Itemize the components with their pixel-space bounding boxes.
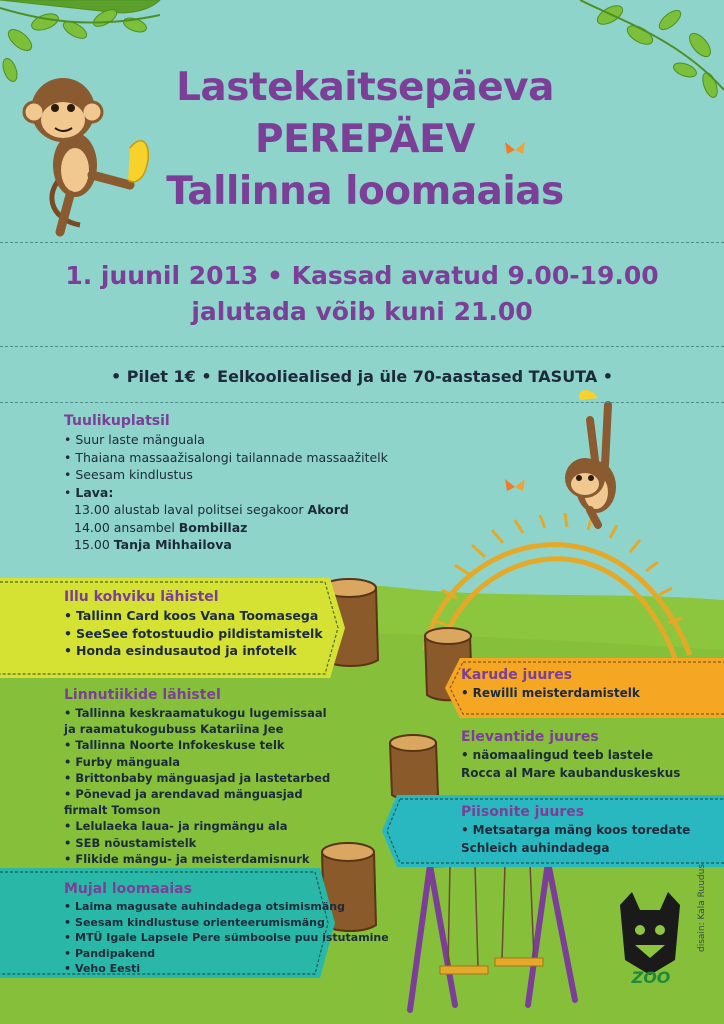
list-item: • Seesam kindlustus: [64, 467, 193, 482]
divider: [0, 346, 724, 347]
section-piisonite: [461, 803, 690, 857]
section-list: [64, 431, 388, 554]
list-item: • Metsatarga mäng koos toredate: [461, 823, 691, 837]
title-line-1: Lastekaitsepäeva: [176, 65, 554, 110]
monkey-handstand-icon: [565, 390, 616, 525]
list-item: • Brittonbaby mänguasjad ja lastetarbed: [64, 770, 331, 785]
section-list: [461, 685, 640, 703]
list-item: • Furby mänguala: [64, 754, 181, 769]
divider: [0, 242, 724, 243]
list-item: • Lava:: [64, 484, 114, 500]
design-credit: disain: Kala Ruudus: [697, 863, 707, 952]
list-item: • Thaiana massaažisalongi tailannade massaažitelk: [64, 449, 388, 465]
section-title: Mujal loomaaias: [64, 881, 192, 897]
list-item: • Tallinn Card koos Vana Toomasega: [64, 608, 319, 623]
list-item: 14.00 ansambel Bombillaz: [74, 519, 248, 535]
section-title: Tuulikuplatsil: [64, 413, 170, 429]
list-item: • SEB nõustamistelk: [64, 835, 197, 850]
list-item: • näomaalingud teeb lastele: [461, 748, 654, 762]
list-item: Rocca al Mare kaubanduskeskus: [461, 765, 681, 780]
section-title: Karude juures: [461, 667, 573, 683]
list-item: • Tallinna keskraamatukogu lugemissaal: [64, 706, 327, 720]
section-list: [64, 607, 323, 660]
section-linnutiikide: [64, 686, 330, 867]
list-item: • SeeSee fotostuudio pildistamistelk: [64, 625, 323, 641]
section-title: Illu kohviku lähistel: [64, 589, 219, 605]
list-item: Schleich auhindadega: [461, 840, 610, 855]
section-title: Linnutiikide lähistel: [64, 687, 221, 703]
list-item: firmalt Tomson: [64, 803, 161, 818]
list-item: 15.00 Tanja Mihhailova: [74, 537, 232, 552]
ticket-info: • Pilet 1€ • Eelkooliealised ja üle 70-aastased TASUTA •: [110, 367, 614, 386]
list-item: • Suur laste mänguala: [64, 432, 205, 447]
date-line-1: 1. juunil 2013 • Kassad avatud 9.00-19.00: [65, 261, 659, 290]
list-item: • Tallinna Noorte Infokeskuse telk: [64, 738, 285, 753]
section-mujal: [64, 880, 389, 977]
section-list: [461, 822, 690, 857]
tree-stump: [390, 735, 438, 800]
section-list: [64, 705, 330, 867]
date-line-2: jalutada võib kuni 21.00: [191, 297, 533, 326]
list-item: • Põnevad ja arendavad mänguasjad: [64, 787, 303, 802]
section-elevantide: [461, 728, 680, 782]
section-karud: [461, 666, 640, 703]
list-item: • Laima magusate auhindadega otsimismäng: [64, 900, 346, 913]
section-list: [64, 899, 389, 977]
list-item: ja raamatukogubuss Katariina Jee: [64, 722, 284, 737]
list-item: • Flikide mängu- ja meisterdamisnurk: [64, 851, 310, 866]
section-tuulikuplatsil: [64, 412, 388, 554]
title-line-2: PEREPÄEV: [255, 117, 475, 162]
zoo-logo-text: ZOO: [631, 968, 671, 987]
list-item: • Honda esindusautod ja infotelk: [64, 643, 297, 658]
section-title: Piisonite juures: [461, 804, 585, 820]
list-item: 13.00 alustab laval politsei segakoor Akord: [74, 502, 349, 517]
list-item: • Pandipakend: [64, 946, 156, 960]
list-item: • Seesam kindlustuse orienteerumismäng: [64, 915, 325, 929]
title-line-3: Tallinna loomaaias: [166, 169, 564, 214]
section-list: [461, 747, 680, 782]
butterfly-icon: [505, 479, 525, 491]
page-title: [120, 62, 610, 218]
section-illu: [64, 588, 323, 660]
section-title: Elevantide juures: [461, 729, 599, 745]
list-item: • Lelulaeka laua- ja ringmängu ala: [64, 819, 288, 834]
list-item: • MTÜ Igale Lapsele Pere sümboolse puu istutamine: [64, 931, 389, 944]
divider: [0, 402, 724, 403]
list-item: • Rewilli meisterdamistelk: [461, 686, 640, 700]
date-info: [0, 258, 724, 330]
list-item: • Veho Eesti: [64, 962, 141, 975]
